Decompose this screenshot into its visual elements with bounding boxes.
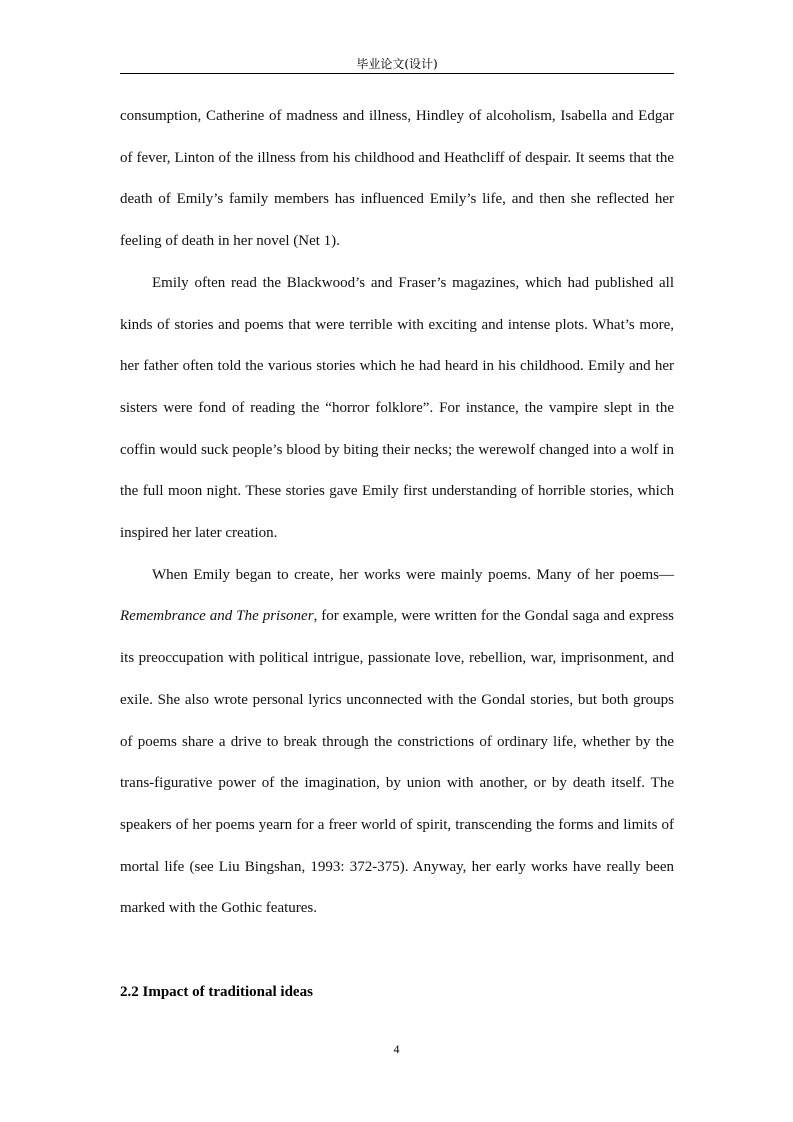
paragraph-3-start: When Emily began to create, her works were mainly poems. Many of her poems— xyxy=(152,566,674,583)
section-heading: 2.2 Impact of traditional ideas xyxy=(120,984,313,1000)
paragraph-1: consumption, Catherine of madness and illness, Hindley of alcoholism, Isabella and Edgar of fever, Linton of the illness from his childhood and Heathcliff of despair. It seems that the death of Emily’s family members has influenced Emily’s life, and then she reflected her feeling of death in her novel (Net 1). xyxy=(120,108,674,250)
paragraph-2: Emily often read the Blackwood’s and Fraser’s magazines, which had published all kinds of stories and poems that were terrible with exciting and intense plots. What’s more, her father often told the various stories which he had heard in his childhood. Emily and her sisters were fond of reading the “horror folklore”. For instance, the vampire slept in the coffin would suck people’s blood by biting their necks; the werewolf changed into a wolf in the full moon night. These stories gave Emily first understanding of horrible stories, which inspired her later creation. xyxy=(120,274,674,542)
page-number: 4 xyxy=(393,1042,400,1056)
header-rule xyxy=(120,73,674,74)
running-header: 毕业论文(设计) xyxy=(356,57,438,71)
body-text xyxy=(120,96,674,930)
paragraph-3 xyxy=(120,555,674,930)
poem-titles: Remembrance and The prisoner xyxy=(120,608,314,625)
paragraph-3-end: , for example, were written for the Gondal saga and express its preoccupation with political intrigue, passionate love, rebellion, war, imprisonment, and exile. She also wrote personal lyrics unconnected with the Gondal stories, but both groups of poems share a drive to break through the constrictions of ordinary life, whether by the trans-figurative power of the imagination, by union with another, or by death itself. The speakers of her poems yearn for a freer world of spirit, transcending the forms and limits of mortal life (see Liu Bingshan, 1993: 372-375). Anyway, her early works have really been marked with the Gothic features. xyxy=(120,608,674,917)
